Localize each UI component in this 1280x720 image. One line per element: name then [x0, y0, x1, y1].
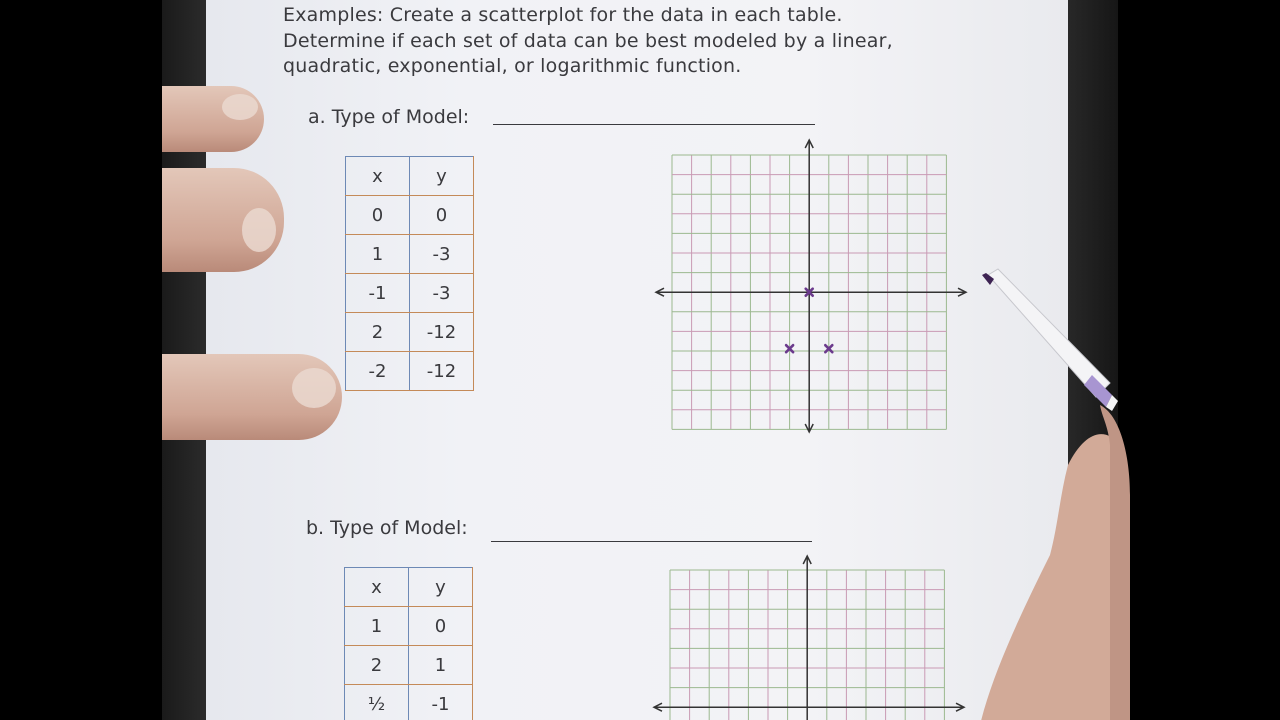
x-cell: 2: [345, 646, 409, 685]
y-cell: 1: [409, 646, 473, 685]
instructions-line-1: Examples: Create a scatterplot for the data in each table.: [283, 4, 843, 26]
table-row: [345, 685, 473, 720]
y-cell: -3: [410, 235, 474, 274]
x-cell: 1: [345, 607, 409, 646]
x-cell: 1: [346, 235, 410, 274]
header-x: x: [345, 568, 409, 607]
y-cell: -12: [410, 313, 474, 352]
x-cell: 2: [346, 313, 410, 352]
table-row: [346, 274, 474, 313]
table-row: [346, 352, 474, 391]
instructions-line-3: quadratic, exponential, or logarithmic function.: [283, 55, 742, 77]
header-y: y: [409, 568, 473, 607]
y-cell: -3: [410, 274, 474, 313]
table-row: [346, 313, 474, 352]
problem-b-table: [344, 567, 473, 720]
table-header-row: [346, 157, 474, 196]
y-cell: -1: [409, 685, 473, 720]
problem-a-label: a. Type of Model:: [308, 106, 470, 128]
fingernail: [222, 94, 258, 120]
instructions-line-2: Determine if each set of data can be best modeled by a linear,: [283, 30, 893, 52]
x-cell: 0: [346, 196, 410, 235]
header-x: x: [346, 157, 410, 196]
right-hand: [980, 434, 1120, 720]
header-y: y: [410, 157, 474, 196]
thumb: [162, 354, 342, 440]
table-row: [346, 235, 474, 274]
y-cell: 0: [409, 607, 473, 646]
x-cell: -1: [346, 274, 410, 313]
problem-b-coordinate-grid: [650, 552, 970, 720]
finger-top: [162, 86, 264, 152]
table-row: [345, 607, 473, 646]
table-row: [346, 196, 474, 235]
finger-middle: [162, 168, 284, 272]
marker-icon: [982, 269, 1118, 411]
problem-a-answer-blank: [493, 124, 815, 125]
x-cell: ½: [345, 685, 409, 720]
y-cell: -12: [410, 352, 474, 391]
problem-a-coordinate-grid: [652, 136, 972, 436]
problem-b-answer-blank: [491, 541, 812, 542]
fingernail: [242, 208, 276, 252]
problem-a-table: [345, 156, 474, 391]
y-cell: 0: [410, 196, 474, 235]
x-cell: -2: [346, 352, 410, 391]
problem-b-label: b. Type of Model:: [306, 517, 468, 539]
table-header-row: [345, 568, 473, 607]
fingernail: [292, 368, 336, 408]
table-row: [345, 646, 473, 685]
right-hand-with-marker: [980, 255, 1280, 720]
